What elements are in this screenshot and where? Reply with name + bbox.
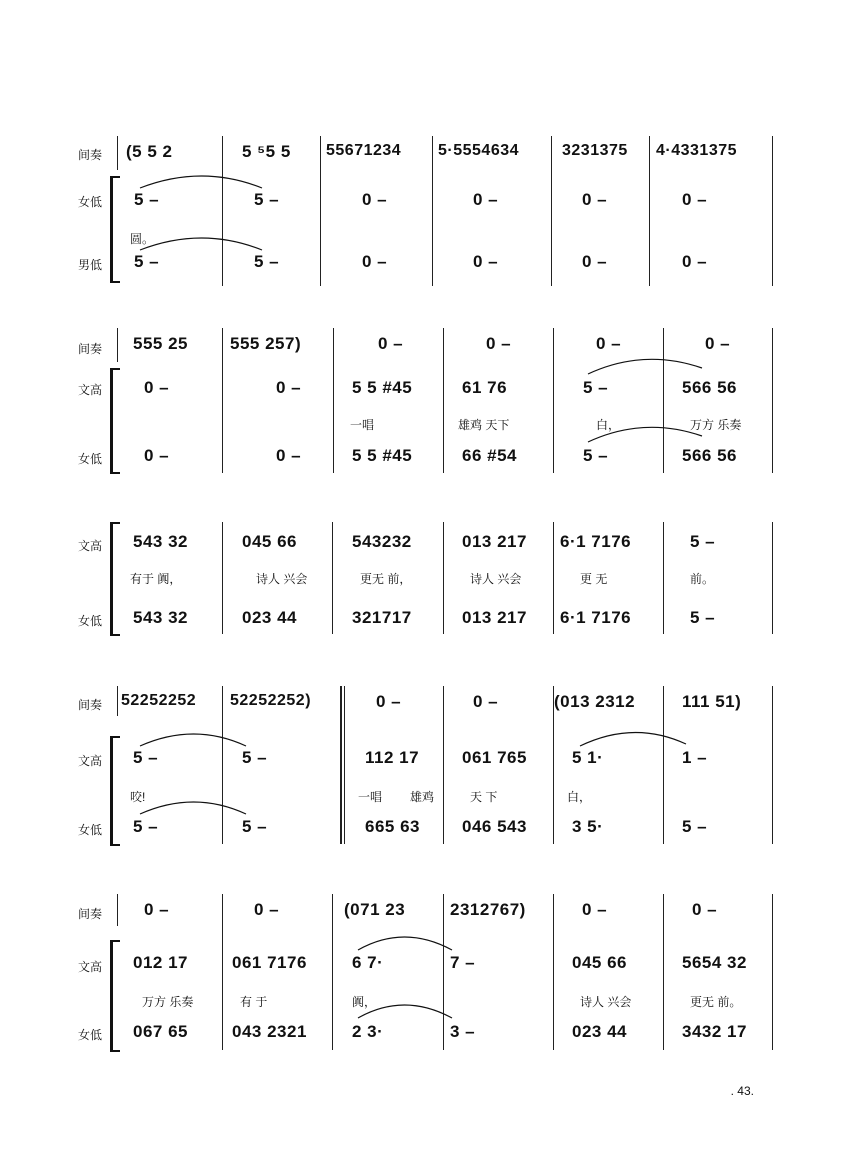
measure: 0 – (582, 190, 608, 209)
measure: 566 56 (682, 378, 737, 397)
lyric: 一唱 (350, 418, 375, 432)
measure: 0 – (378, 334, 404, 353)
measure: 4·4331375 (656, 142, 738, 159)
measure: 555 25 (133, 334, 188, 353)
staff-bracket (110, 368, 120, 474)
slur (356, 1000, 456, 1020)
slur (138, 728, 250, 748)
measure: 321717 (352, 608, 412, 627)
measure: 0 – (276, 446, 302, 465)
lyric: 圆。 (130, 232, 155, 246)
slur (138, 796, 250, 816)
measure: 045 66 (572, 953, 627, 972)
measure: 555 257) (230, 334, 302, 353)
measure: 061 7176 (232, 953, 307, 972)
measure: 5 – (242, 748, 268, 767)
measure: 111 51) (682, 692, 742, 711)
barline (222, 136, 223, 286)
lyric: 更 无 (580, 572, 608, 586)
measure: 067 65 (133, 1022, 188, 1041)
slur (138, 170, 266, 190)
barline (663, 686, 664, 844)
lyric: 阗， (352, 995, 377, 1009)
measure: 7 – (450, 953, 476, 972)
slur (578, 728, 690, 748)
barline (443, 328, 444, 473)
barline (772, 686, 773, 844)
measure: 0 – (473, 190, 499, 209)
measure: 5 – (690, 532, 716, 551)
measure: 3 – (450, 1022, 476, 1041)
lyric: 白， (596, 418, 621, 432)
measure: 012 17 (133, 953, 188, 972)
slur (586, 356, 706, 376)
measure: 61 76 (462, 378, 508, 397)
barline (649, 136, 650, 286)
barline (551, 136, 552, 286)
measure: 5 ⁵5 5 (242, 142, 291, 161)
measure: 046 543 (462, 817, 527, 836)
measure: 5·5554634 (438, 142, 520, 159)
slur (356, 932, 456, 952)
measure: 061 765 (462, 748, 527, 767)
barline (332, 894, 333, 1050)
measure: 0 – (376, 692, 402, 711)
measure: 0 – (682, 252, 708, 271)
measure: 5654 32 (682, 953, 747, 972)
measure: 5 – (254, 190, 280, 209)
barline (222, 894, 223, 1050)
barline (320, 136, 321, 286)
measure: 5 – (682, 817, 708, 836)
barline (333, 328, 334, 473)
page-number: . 43. (730, 1084, 754, 1098)
measure: (013 2312 (554, 692, 636, 711)
measure: 3231375 (562, 142, 628, 159)
part-label: 女低 (78, 823, 103, 837)
barline (222, 328, 223, 473)
lyric: 白， (567, 790, 592, 804)
part-label: 女低 (78, 195, 103, 209)
measure: 5 – (134, 252, 160, 271)
measure: 5 1· (572, 748, 604, 767)
measure: 0 – (582, 900, 608, 919)
staff-bracket (110, 940, 120, 1052)
lyric: 前。 (690, 572, 715, 586)
barline (344, 686, 345, 844)
measure: 5 – (254, 252, 280, 271)
measure: 5 – (242, 817, 268, 836)
part-label: 男低 (78, 258, 103, 272)
measure: 566 56 (682, 446, 737, 465)
part-label: 女低 (78, 614, 103, 628)
lyric: 万方 乐奏 (142, 995, 194, 1009)
barline (117, 136, 118, 170)
measure: 023 44 (572, 1022, 627, 1041)
barline (772, 522, 773, 634)
barline (663, 328, 664, 473)
measure: 6·1 7176 (560, 532, 632, 551)
measure: 0 – (705, 334, 731, 353)
measure: 5 – (690, 608, 716, 627)
measure: 3 5· (572, 817, 604, 836)
lyric: 有于 阗， (130, 572, 182, 586)
measure: 045 66 (242, 532, 297, 551)
lyric: 诗人 兴会 (470, 572, 522, 586)
measure: 0 – (582, 252, 608, 271)
measure: 0 – (254, 900, 280, 919)
measure: 543232 (352, 532, 412, 551)
measure: 0 – (362, 190, 388, 209)
lyric: 雄鸡 天下 (458, 418, 510, 432)
measure: 665 63 (365, 817, 420, 836)
barline (117, 328, 118, 362)
part-label: 文高 (78, 754, 103, 768)
measure: 0 – (276, 378, 302, 397)
barline (553, 328, 554, 473)
barline (443, 686, 444, 844)
measure: 66 #54 (462, 446, 517, 465)
measure: 5 5 #45 (352, 446, 413, 465)
measure: 6·1 7176 (560, 608, 632, 627)
measure: 2312767) (450, 900, 526, 919)
measure: 5 – (133, 748, 159, 767)
lyric: 一唱 (358, 790, 383, 804)
barline (117, 686, 118, 716)
measure: 0 – (144, 378, 170, 397)
measure: 0 – (144, 900, 170, 919)
lyric: 雄鸡 (410, 790, 435, 804)
measure: 0 – (596, 334, 622, 353)
measure: 5 – (133, 817, 159, 836)
measure: 55671234 (326, 142, 402, 159)
lyric: 咬! (130, 790, 146, 804)
lyric: 更无 前， (360, 572, 412, 586)
part-label: 文高 (78, 539, 103, 553)
measure: 0 – (144, 446, 170, 465)
measure: 5 – (583, 378, 609, 397)
part-label: 文高 (78, 960, 103, 974)
measure: 0 – (682, 190, 708, 209)
barline (772, 136, 773, 286)
lyric: 有 于 (240, 995, 268, 1009)
measure: (071 23 (344, 900, 406, 919)
barline (340, 686, 342, 844)
measure: 0 – (473, 692, 499, 711)
lyric: 诗人 兴会 (256, 572, 308, 586)
slur (138, 232, 266, 252)
part-label: 文高 (78, 383, 103, 397)
measure: 1 – (682, 748, 708, 767)
measure: 0 – (473, 252, 499, 271)
measure: 52252252) (230, 692, 312, 709)
part-label: 间奏 (78, 148, 103, 162)
measure: 023 44 (242, 608, 297, 627)
barline (432, 136, 433, 286)
measure: 112 17 (365, 748, 420, 767)
staff-bracket (110, 736, 120, 846)
staff-bracket (110, 522, 120, 636)
lyric: 万方 乐奏 (690, 418, 742, 432)
measure: 5 – (134, 190, 160, 209)
measure: 5 – (583, 446, 609, 465)
barline (443, 522, 444, 634)
barline (772, 328, 773, 473)
measure: 52252252 (121, 692, 197, 709)
measure: 0 – (486, 334, 512, 353)
barline (222, 686, 223, 844)
slur (586, 424, 706, 444)
barline (222, 522, 223, 634)
barline (117, 894, 118, 926)
barline (663, 522, 664, 634)
part-label: 间奏 (78, 698, 103, 712)
measure: 013 217 (462, 608, 527, 627)
measure: (5 5 2 (126, 142, 173, 161)
part-label: 女低 (78, 1028, 103, 1042)
measure: 5 5 #45 (352, 378, 413, 397)
barline (772, 894, 773, 1050)
measure: 543 32 (133, 532, 188, 551)
lyric: 更无 前。 (690, 995, 742, 1009)
part-label: 间奏 (78, 342, 103, 356)
part-label: 女低 (78, 452, 103, 466)
measure: 2 3· (352, 1022, 384, 1041)
barline (443, 894, 444, 1050)
measure: 3432 17 (682, 1022, 747, 1041)
lyric: 天 下 (470, 790, 498, 804)
measure: 043 2321 (232, 1022, 307, 1041)
measure: 543 32 (133, 608, 188, 627)
staff-bracket (110, 176, 120, 283)
part-label: 间奏 (78, 907, 103, 921)
measure: 013 217 (462, 532, 527, 551)
barline (332, 522, 333, 634)
barline (663, 894, 664, 1050)
measure: 6 7· (352, 953, 384, 972)
lyric: 诗人 兴会 (580, 995, 632, 1009)
barline (553, 522, 554, 634)
measure: 0 – (692, 900, 718, 919)
barline (553, 894, 554, 1050)
measure: 0 – (362, 252, 388, 271)
